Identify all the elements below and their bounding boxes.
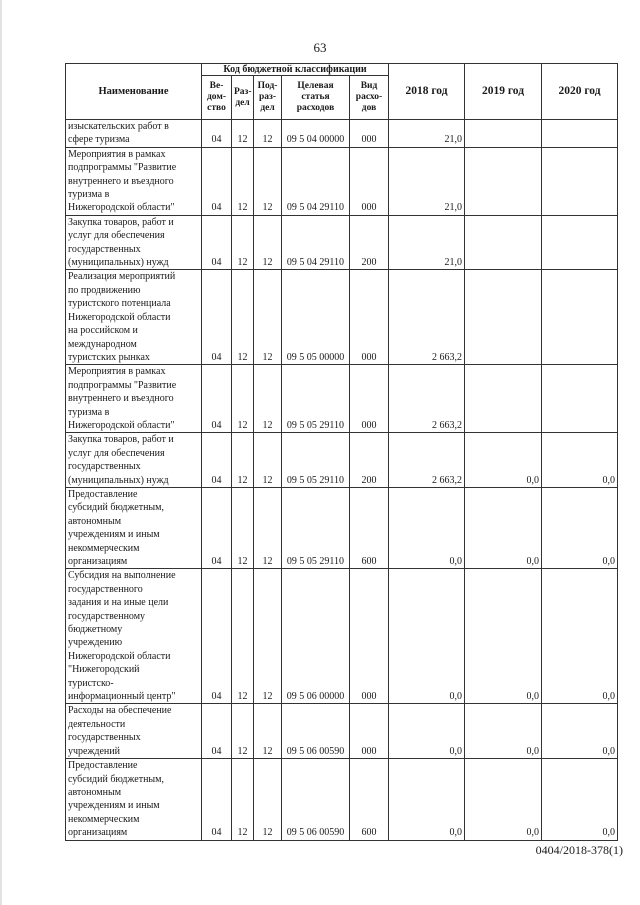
- cell-2019: 0,0: [465, 433, 542, 488]
- cell-vid-raskhodov: 000: [350, 147, 389, 215]
- cell-podrazdel: 12: [254, 433, 282, 488]
- cell-vedomstvo: 04: [202, 487, 232, 568]
- header-2020: 2020 год: [542, 64, 618, 120]
- table-row: [66, 215, 618, 270]
- cell-2019: 0,0: [465, 569, 542, 704]
- cell-vedomstvo: 04: [202, 433, 232, 488]
- cell-vid-raskhodov: 000: [350, 569, 389, 704]
- cell-tselevaya-statya: 09 5 05 29110: [282, 433, 350, 488]
- cell-2020: [542, 215, 618, 270]
- cell-2019: 0,0: [465, 487, 542, 568]
- cell-2019: [465, 365, 542, 433]
- cell-name: Субсидия на выполнение государственного задания и на иные цели государственному бюджетному учреждению Нижегородской области "Нижегородский туристско- информационный центр": [66, 569, 202, 704]
- cell-2018: 0,0: [389, 759, 465, 840]
- cell-name: Закупка товаров, работ и услуг для обеспечения государственных (муниципальных) нужд: [66, 215, 202, 270]
- cell-2020: [542, 147, 618, 215]
- header-2019: 2019 год: [465, 64, 542, 120]
- table-row: [66, 569, 618, 704]
- cell-vid-raskhodov: 000: [350, 120, 389, 148]
- cell-podrazdel: 12: [254, 569, 282, 704]
- cell-2019: [465, 147, 542, 215]
- cell-razdel: 12: [232, 487, 254, 568]
- budget-table: [65, 63, 618, 841]
- cell-tselevaya-statya: 09 5 04 00000: [282, 120, 350, 148]
- cell-vedomstvo: 04: [202, 704, 232, 759]
- cell-2018: 2 663,2: [389, 433, 465, 488]
- header-vid-raskhodov: Вид расхо- дов: [350, 76, 389, 120]
- cell-tselevaya-statya: 09 5 04 29110: [282, 215, 350, 270]
- cell-2020: 0,0: [542, 487, 618, 568]
- cell-2018: 21,0: [389, 147, 465, 215]
- cell-vid-raskhodov: 600: [350, 487, 389, 568]
- header-vedomstvo: Ве- дом- ство: [202, 76, 232, 120]
- cell-vid-raskhodov: 600: [350, 759, 389, 840]
- table-row: [66, 704, 618, 759]
- cell-vid-raskhodov: 200: [350, 433, 389, 488]
- table-row: [66, 487, 618, 568]
- cell-2018: 2 663,2: [389, 270, 465, 365]
- cell-name: изыскательских работ в сфере туризма: [66, 120, 202, 148]
- cell-tselevaya-statya: 09 5 06 00000: [282, 569, 350, 704]
- cell-razdel: 12: [232, 147, 254, 215]
- cell-vedomstvo: 04: [202, 215, 232, 270]
- cell-vedomstvo: 04: [202, 365, 232, 433]
- cell-tselevaya-statya: 09 5 05 00000: [282, 270, 350, 365]
- cell-razdel: 12: [232, 270, 254, 365]
- cell-tselevaya-statya: 09 5 06 00590: [282, 704, 350, 759]
- cell-tselevaya-statya: 09 5 06 00590: [282, 759, 350, 840]
- cell-2019: 0,0: [465, 704, 542, 759]
- header-tselevaya-statya: Целевая статья расходов: [282, 76, 350, 120]
- header-budget-code: Код бюджетной классификации: [202, 64, 389, 76]
- cell-vid-raskhodov: 000: [350, 365, 389, 433]
- table-row: [66, 759, 618, 840]
- scan-edge: [0, 0, 2, 905]
- cell-podrazdel: 12: [254, 270, 282, 365]
- table-row: [66, 365, 618, 433]
- cell-razdel: 12: [232, 569, 254, 704]
- table-row: [66, 433, 618, 488]
- cell-razdel: 12: [232, 759, 254, 840]
- cell-2018: 2 663,2: [389, 365, 465, 433]
- document-number: 0404/2018-378(1): [535, 843, 623, 857]
- cell-2020: 0,0: [542, 759, 618, 840]
- cell-2019: 0,0: [465, 759, 542, 840]
- cell-razdel: 12: [232, 365, 254, 433]
- cell-razdel: 12: [232, 704, 254, 759]
- cell-vid-raskhodov: 000: [350, 270, 389, 365]
- cell-podrazdel: 12: [254, 147, 282, 215]
- cell-podrazdel: 12: [254, 759, 282, 840]
- cell-tselevaya-statya: 09 5 05 29110: [282, 365, 350, 433]
- cell-tselevaya-statya: 09 5 04 29110: [282, 147, 350, 215]
- cell-razdel: 12: [232, 215, 254, 270]
- table-row: [66, 120, 618, 148]
- cell-name: Мероприятия в рамках подпрограммы "Развитие внутреннего и въездного туризма в Нижегородской области": [66, 365, 202, 433]
- cell-podrazdel: 12: [254, 365, 282, 433]
- cell-razdel: 12: [232, 433, 254, 488]
- cell-2018: 21,0: [389, 120, 465, 148]
- cell-2019: [465, 270, 542, 365]
- cell-razdel: 12: [232, 120, 254, 148]
- cell-name: Расходы на обеспечение деятельности государственных учреждений: [66, 704, 202, 759]
- cell-tselevaya-statya: 09 5 05 29110: [282, 487, 350, 568]
- page-number: 63: [313, 40, 327, 55]
- cell-podrazdel: 12: [254, 704, 282, 759]
- cell-podrazdel: 12: [254, 215, 282, 270]
- table-body: [66, 120, 618, 841]
- cell-name: Закупка товаров, работ и услуг для обеспечения государственных (муниципальных) нужд: [66, 433, 202, 488]
- cell-vid-raskhodov: 000: [350, 704, 389, 759]
- cell-2018: 0,0: [389, 569, 465, 704]
- cell-name: Предоставление субсидий бюджетным, автономным учреждениям и иным некоммерческим организациям: [66, 759, 202, 840]
- cell-vedomstvo: 04: [202, 270, 232, 365]
- cell-podrazdel: 12: [254, 487, 282, 568]
- cell-vedomstvo: 04: [202, 147, 232, 215]
- cell-name: Реализация мероприятий по продвижению туристского потенциала Нижегородской области на российском и международном туристских рынках: [66, 270, 202, 365]
- cell-2020: [542, 120, 618, 148]
- cell-vedomstvo: 04: [202, 759, 232, 840]
- cell-2018: 0,0: [389, 487, 465, 568]
- cell-vedomstvo: 04: [202, 569, 232, 704]
- header-podrazdel: Под- раз- дел: [254, 76, 282, 120]
- cell-2018: 0,0: [389, 704, 465, 759]
- table-row: [66, 270, 618, 365]
- table-row: [66, 147, 618, 215]
- cell-2020: [542, 365, 618, 433]
- cell-2020: 0,0: [542, 704, 618, 759]
- header-razdel: Раз- дел: [232, 76, 254, 120]
- cell-name: Мероприятия в рамках подпрограммы "Развитие внутреннего и въездного туризма в Нижегородской области": [66, 147, 202, 215]
- cell-2020: 0,0: [542, 569, 618, 704]
- cell-2020: [542, 270, 618, 365]
- cell-2019: [465, 215, 542, 270]
- cell-vedomstvo: 04: [202, 120, 232, 148]
- cell-vid-raskhodov: 200: [350, 215, 389, 270]
- cell-2018: 21,0: [389, 215, 465, 270]
- cell-2019: [465, 120, 542, 148]
- cell-podrazdel: 12: [254, 120, 282, 148]
- header-2018: 2018 год: [389, 64, 465, 120]
- cell-name: Предоставление субсидий бюджетным, автономным учреждениям и иным некоммерческим организациям: [66, 487, 202, 568]
- header-name: Наименование: [66, 64, 202, 120]
- cell-2020: 0,0: [542, 433, 618, 488]
